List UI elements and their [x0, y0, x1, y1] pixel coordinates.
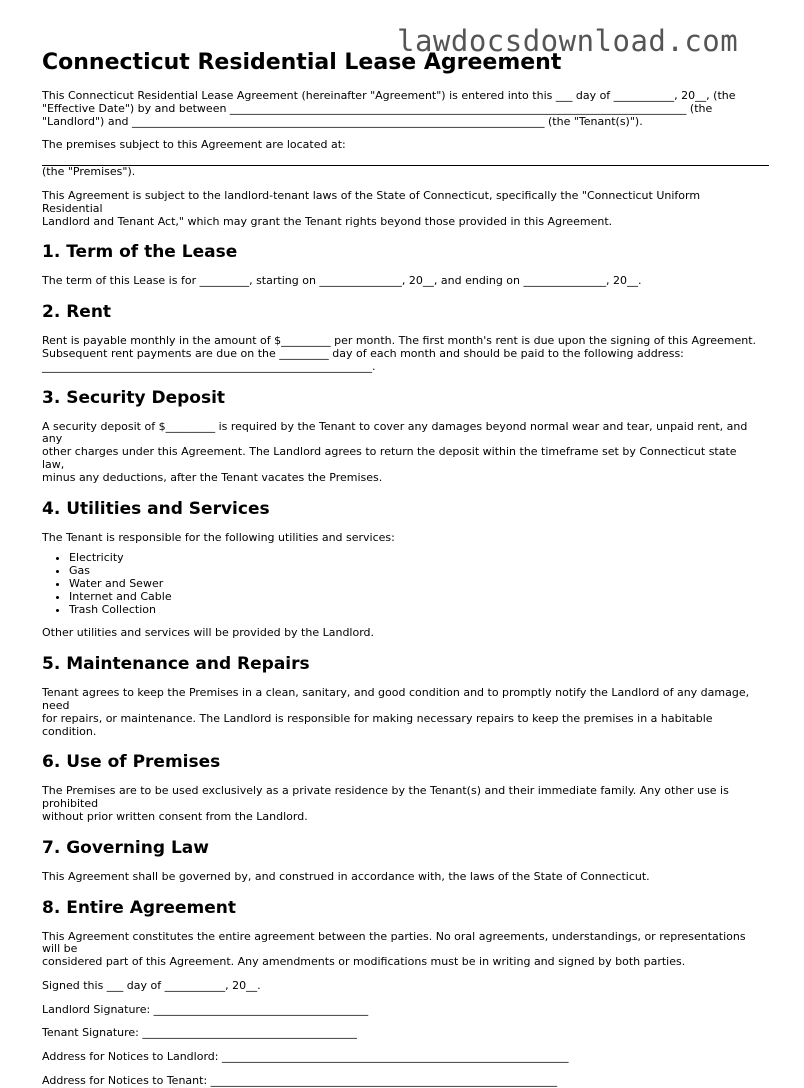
utilities-outro: Other utilities and services will be provided by the Landlord. [42, 626, 375, 640]
list-item: • Electricity [69, 552, 762, 565]
utilities-intro: The Tenant is responsible for the following utilities and services: [42, 530, 395, 544]
section-heading-term: 1. Term of the Lease [42, 242, 238, 263]
document-title: Connecticut Residential Lease Agreement [42, 50, 562, 75]
entire-line: considered part of this Agreement. Any amendments or modifications must be in writing and signed by both parties. [42, 955, 686, 969]
rent-line: Rent is payable monthly in the amount of $_________ per month. The first month's rent is due upon the signing of this Agreement. [42, 334, 757, 348]
list-item: • Gas [69, 565, 762, 578]
intro-line: "Landlord") and ___________________________________________________________________________ (the "Tenant(s)"). [42, 114, 643, 128]
landlord-signature: Landlord Signature: _______________________________________ [42, 1002, 369, 1016]
section-heading-maintenance: 5. Maintenance and Repairs [42, 654, 310, 675]
section-heading-rent: 2. Rent [42, 302, 112, 323]
premises-label: The premises subject to this Agreement are located at: [42, 138, 346, 152]
section-heading-use: 6. Use of Premises [42, 752, 221, 773]
section-heading-utilities: 4. Utilities and Services [42, 498, 270, 519]
law-notice-paragraph [42, 190, 762, 228]
premises-suffix: (the "Premises"). [42, 165, 136, 179]
use-line: without prior written consent from the Landlord. [42, 809, 308, 823]
entire-line: This Agreement constitutes the entire agreement between the parties. No oral agreements, understandings, or representations will be [42, 929, 746, 956]
list-item: • Trash Collection [69, 604, 762, 617]
deposit-line: minus any deductions, after the Tenant vacates the Premises. [42, 470, 383, 484]
deposit-paragraph [42, 421, 762, 485]
utilities-list [42, 552, 762, 616]
use-line: The Premises are to be used exclusively as a private residence by the Tenant(s) and their immediate family. Any other use is prohibited [42, 784, 729, 811]
premises-address-line [42, 152, 769, 166]
tenant-signature: Tenant Signature: _______________________________________ [42, 1026, 357, 1040]
maintenance-line: for repairs, or maintenance. The Landlord is responsible for making necessary repairs to keep the premises in a habitable condition. [42, 711, 713, 738]
intro-line: "Effective Date") by and between ___________________________________________________________________________________ (the [42, 101, 713, 115]
law-notice-line: This Agreement is subject to the landlord-tenant laws of the State of Connecticut, specifically the "Connecticut Uniform Residential [42, 188, 701, 215]
entire-paragraph [42, 931, 762, 969]
rent-paragraph [42, 335, 762, 373]
document-body [42, 90, 762, 1088]
landlord-notice-address: Address for Notices to Landlord: _______________________________________________________________ [42, 1050, 569, 1064]
use-paragraph [42, 785, 762, 823]
list-item: • Water and Sewer [69, 578, 762, 591]
term-text: The term of this Lease is for _________, starting on _______________, 20__, and ending on _______________, 20__. [42, 274, 642, 288]
law-notice-line: Landlord and Tenant Act," which may grant the Tenant rights beyond those provided in this Agreement. [42, 214, 613, 228]
rent-line: Subsequent rent payments are due on the _________ day of each month and should be paid to the following address: [42, 346, 684, 360]
list-item: • Internet and Cable [69, 591, 762, 604]
watermark: lawdocsdownload.com [397, 24, 739, 58]
section-heading-deposit: 3. Security Deposit [42, 387, 226, 408]
section-heading-law: 7. Governing Law [42, 837, 209, 858]
maintenance-line: Tenant agrees to keep the Premises in a clean, sanitary, and good condition and to promptly notify the Landlord of any damage, need [42, 686, 750, 712]
intro-line: This Connecticut Residential Lease Agreement (hereinafter "Agreement") is entered into this ___ day of ___________, 20__, (the [42, 89, 736, 102]
intro-paragraph [42, 90, 762, 128]
deposit-line: A security deposit of $_________ is required by the Tenant to cover any damages beyond normal wear and tear, unpaid rent, and any [42, 419, 748, 446]
section-heading-entire: 8. Entire Agreement [42, 897, 236, 918]
signed-date: Signed this ___ day of ___________, 20__. [42, 978, 261, 992]
maintenance-paragraph [42, 687, 762, 738]
tenant-notice-address: Address for Notices to Tenant: _______________________________________________________________ [42, 1074, 558, 1088]
law-text: This Agreement shall be governed by, and construed in accordance with, the laws of the State of Connecticut. [42, 869, 650, 883]
rent-line: ____________________________________________________________. [42, 359, 376, 373]
deposit-line: other charges under this Agreement. The Landlord agrees to return the deposit within the timeframe set by Connecticut state law, [42, 445, 737, 471]
